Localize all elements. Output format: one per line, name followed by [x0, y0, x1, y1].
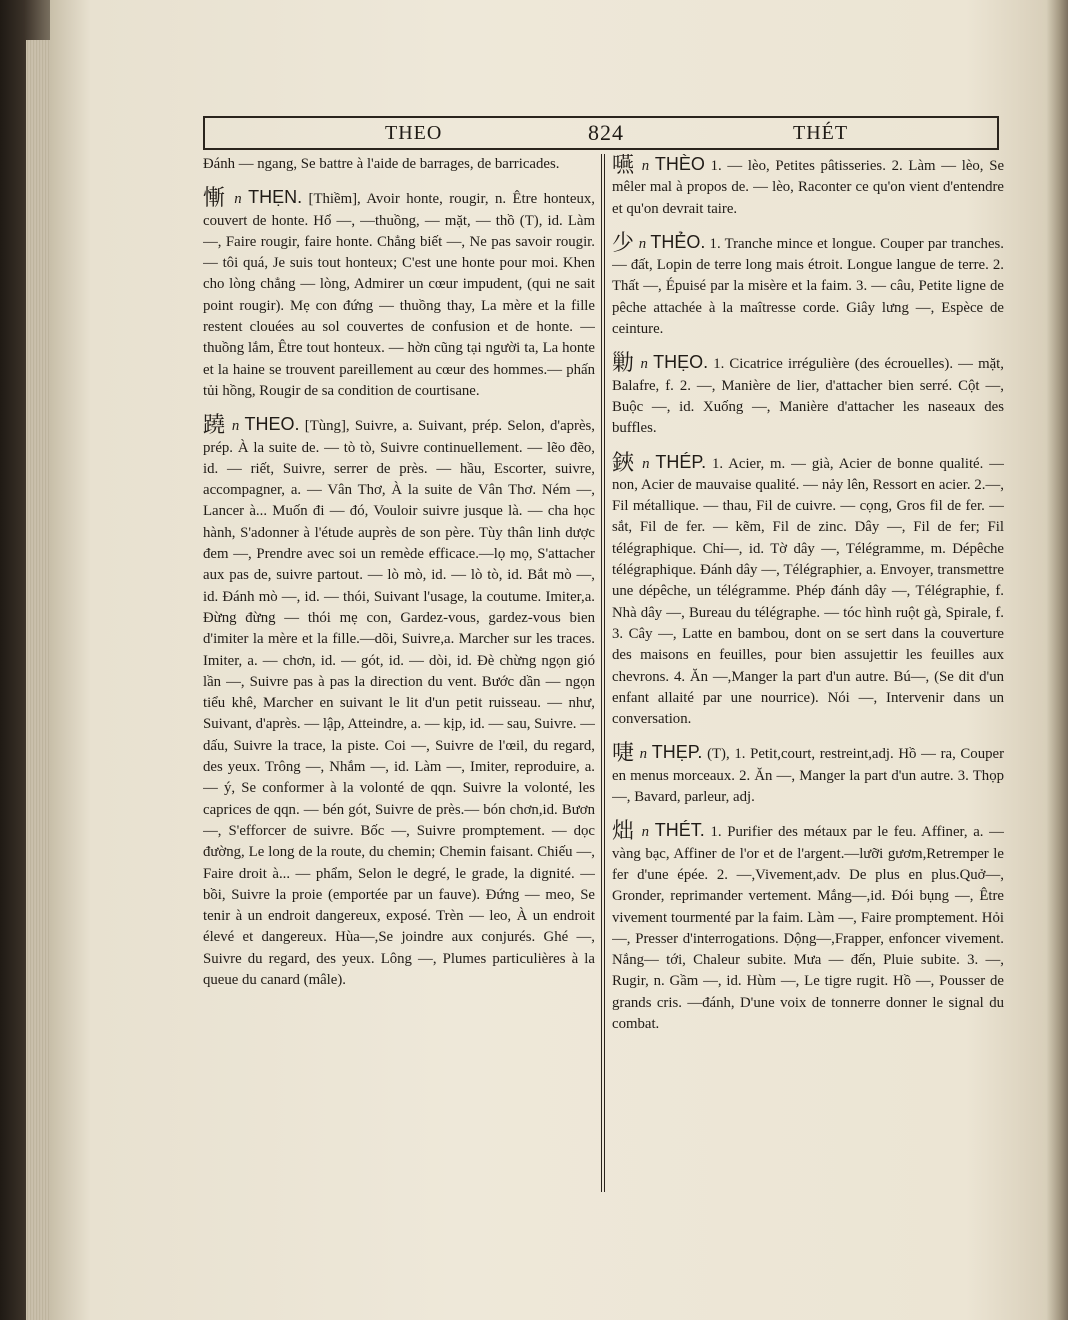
entry-body: [Thiềm], Avoir honte, rougir, n. Être honteux, couvert de honte. Hổ —, —thuồng, — mặt, — thồ (T), id. Làm —, Faire rougir, faire honte. Chẳng biết —, Ne pas savoir rougir. — tôi quá, Je suis tout honteux; C'est une honte pour moi. Khen cho lòng chẳng — lòng, Admirer un cœur impudent, (qui ne sait point rougir). Mẹ con đứng — thuồng thay, La mère et la fille restent clouées au sol couvertes de confusion et de honte. — thuồng lắm, Être tout honteux. — hờn cũng tại người ta, La honte et la haine se trouvent pareillement au cœur des hommes.— phấn tủi hồng, Rougir de sa condition de courtisane.	[203, 191, 595, 399]
column-divider	[601, 154, 605, 1192]
dictionary-entry	[612, 742, 1004, 808]
entry-body: 1. Cicatrice irrégulière (des écrouelles). — mặt, Balafre, f. 2. —, Manière de lier, d'attacher bien serré. Cột —, Buộc —, id. Xuống —, Manière d'attacher les naseaux des buffles.	[612, 356, 1004, 437]
right-column	[612, 154, 1004, 1186]
dictionary-entry	[612, 154, 1004, 220]
part-of-speech: n	[231, 418, 240, 435]
part-of-speech: n	[639, 746, 648, 763]
han-character: 啑	[612, 741, 635, 767]
han-character: 炪	[612, 819, 636, 845]
dictionary-entry	[612, 820, 1004, 1035]
part-of-speech: n	[638, 235, 647, 252]
entry-body: 1. Purifier des métaux par le feu. Affiner, a. —vàng bạc, Affiner de l'or et de l'argent.—lưỡi gươm,Retremper le fer d'une épée. 2. —,Vivement,adv. De plus en plus.Quở—, Gronder, reprimander vertement. Mắng—,id. Đói bụng —, Être vivement tourmenté par la faim. Làm —, Faire promptement. Hỏi —, Presser d'interrogations. Dộng—,Frapper, enfoncer vivement. Nắng— tới, Chaleur subite. Mưa — đến, Pluie subite. 3. —, Rugir, n. Gầm —, id. Hùm —, Le tigre rugit. Hồ —, Pousser de grands cris. —đánh, D'une voix de tonnerre donner le signal du combat.	[612, 824, 1004, 1032]
left-column	[203, 154, 595, 1186]
headword: THÉP.	[655, 451, 707, 472]
han-character: 勦	[612, 351, 636, 377]
part-of-speech: n	[234, 191, 242, 208]
headword: THÉT.	[654, 820, 705, 841]
headword: THẸP.	[651, 742, 703, 763]
continuation-entry	[203, 154, 595, 175]
han-character: 少	[612, 230, 635, 256]
part-of-speech: n	[642, 455, 650, 472]
headword: THEO.	[244, 414, 300, 435]
dictionary-entry	[612, 352, 1004, 439]
headword: THẺO.	[650, 231, 706, 252]
entry-body: (T), 1. Petit,court, restreint,adj. Hồ — ra, Couper en menus morceaux. 2. Ăn —, Manger la part d'un autre. 3. Thọp —, Bavard, parleur, adj.	[612, 746, 1004, 806]
part-of-speech: n	[641, 158, 650, 174]
header-left-guide-word: THEO	[385, 121, 443, 144]
part-of-speech: n	[640, 356, 648, 373]
dictionary-entry	[612, 452, 1004, 731]
dictionary-entry	[203, 414, 595, 991]
part-of-speech: n	[641, 824, 650, 841]
page-number: 824	[588, 120, 624, 145]
continuation-text: Đánh — ngang, Se battre à l'aide de barrages, de barricades.	[203, 156, 560, 172]
entry-body: 1. Acier, m. — già, Acier de bonne qualité. — non, Acier de mauvaise qualité. — nảy lên, Ressort en acier. 2.—, Fil métallique. — thau, Fil de cuivre. — cọng, Gros fil de fer. — sắt, Fil de fer. — kẽm, Fil de zinc. Dây —, Fil de fer; Fil télégraphique. Chỉ—, id. Tờ dây —, Télégramme, m. Dépêche télégraphique. Đánh dây —, Télégraphier, a. Envoyer, transmettre une dépêche, un télégramme. Phép đánh dây —, Télégraphie, f. Nhà dây —, Bureau du télégraphe. — tóc hình ruột gà, Spirale, f. 3. Cây —, Latte en bambou, dont on se sert dans la couverture des maisons en feuilles, pour bien assujettir les feuilles aux chevrons. 4. Ăn —,Manger la part d'un autre. Bú—, (Se dit d'un enfant allaité par une nourrice). Nói —, Intervenir dans un conversation.	[612, 455, 1004, 728]
page-right-edge	[1046, 0, 1068, 1320]
han-character: 嚥	[612, 154, 637, 178]
header-right-guide-word: THÉT	[793, 121, 849, 144]
han-character: 慚	[203, 186, 228, 212]
headword: THẸN.	[248, 187, 303, 208]
dictionary-entry	[203, 187, 595, 402]
headword: THẸO.	[653, 352, 709, 373]
dictionary-entry	[612, 232, 1004, 340]
page-header	[203, 116, 999, 150]
entry-body: 1. Tranche mince et longue. Couper par tranches. — đất, Lopin de terre long mais étroit. Longue langue de terre. 2. Thất —, Épuisé par la misère et la faim. 3. — câu, Petite ligne de pêche attachée à la maîtresse corde. Giây lưng —, Espèce de ceinture.	[612, 235, 1004, 338]
entry-body: 1. — lèo, Petites pâtisseries. 2. Làm — lèo, Se mêler mal à propos de. — lèo, Raconter ce qu'on vient d'entendre et qu'on devrait taire.	[612, 158, 1004, 217]
han-character: 蹺	[203, 413, 227, 439]
headword: THÈO	[654, 154, 705, 174]
han-character: 鋏	[612, 450, 637, 476]
entry-body: [Tùng], Suivre, a. Suivant, prép. Selon, d'après, prép. À la suite de. — tò tò, Suivre continuellement. — lẽo đẽo, id. — riết, Suivre, serrer de près. — hầu, Escorter, suivre, accompagner, a. — Vân Thơ, À la suite de Vân Thơ. Ném —, Lancer à... Muốn đi — đó, Vouloir suivre jusque là. — cha học hành, S'adonner à l'étude auprès de son père. Tùy thân linh dược đem —, Prendre avec soi un remède efficace.—lọ mọ, S'attacher aux pas de, suivre partout. — lò mò, id. — lò tò, id. Bắt mò —, id. Đánh mò —, id. — thói, Suivant l'usage, la coutume. Imiter,a. Đừng đừng — thói mẹ con, Gardez-vous, gardez-vous bien d'imiter la mère et la fille.—dõi, Suivre,a. Marcher sur les traces. Imiter, a. — chơn, id. — gót, id. — dòi, id. Đè chừng ngọn gió lần —, Suivre pas à pas la direction du vent. Bước dần — ngọn tiểu khê, Marcher en suivant le lit d'un petit ruisseau. — như, Suivant, d'après. — lập, Atteindre, a. — kịp, id. — sau, Suivre. — dấu, Suivre la trace, la piste. Coi —, Suivre de l'œil, du regard, des yeux. Trông —, Nhắm —, id. Làm —, Imiter, reproduire, a. — ý, Se conformer à la volonté de qqn. Suivre la volonté, les caprices de qqn. — bén gót, Suivre de près.— bón chơn,id. Bươn—, S'efforcer de suivre. Bốc —, Suivre promptement. — dọc đường, Le long de la route, du chemin; Chemin faisant. Chiếu —, Faire droit à... — phẩm, Selon le degré, le grade, la dignité. — bồi, Suivre la proie (emportée par un fauve). Đứng — meo, Se tenir à un endroit dangereux, exposé. Trèn — leo, À un endroit élevé et dangereux. Hùa—,Se joindre aux conjurés. Ghé —, Suivre du regard, des yeux. Lông —, Plumes particulières à la queue du canard (mâle).	[203, 418, 595, 988]
